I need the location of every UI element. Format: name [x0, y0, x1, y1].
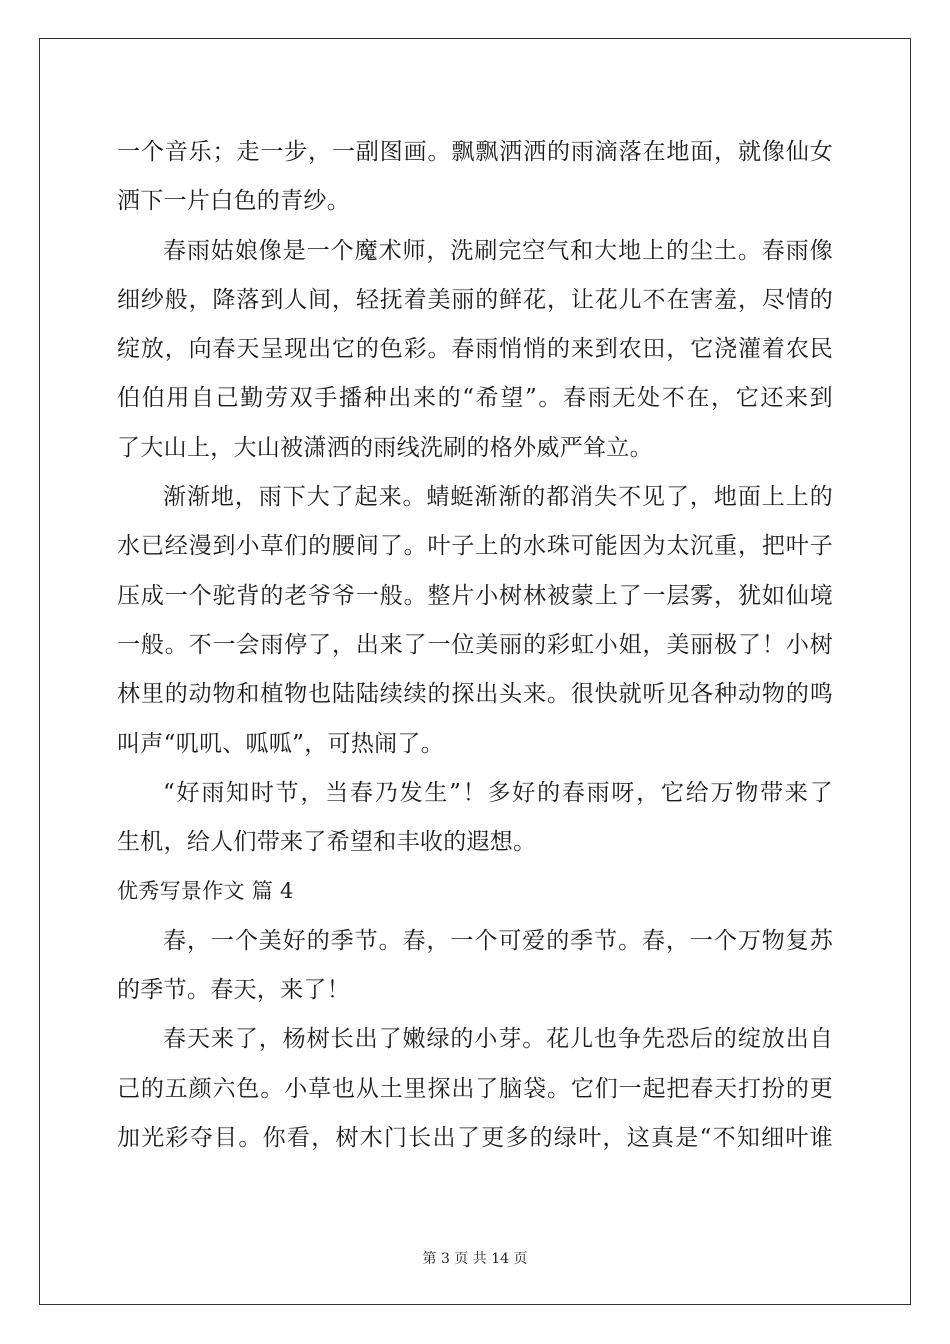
text-line: 生机，给人们带来了希望和丰收的遐想。: [117, 829, 537, 856]
text-line: 了大山上，大山被潇洒的雨线洗刷的格外威严耸立。: [117, 434, 653, 461]
paragraph-first-line: 春天来了，杨树长出了嫩绿的小芽。花儿也争先恐后的绽放出自: [163, 1026, 833, 1053]
text-line: 林里的动物和植物也陆陆续续的探出头来。很快就听见各种动物的鸣: [117, 681, 833, 708]
text-line: 叫声“叽叽、呱呱”，可热闹了。: [117, 730, 445, 757]
document-body: [117, 128, 833, 1163]
page-footer: 第 3 页 共 14 页: [422, 1251, 528, 1267]
text-line: 细纱般，降落到人间，轻抚着美丽的鲜花，让花儿不在害羞，尽情的: [117, 286, 833, 313]
text-line: 己的五颜六色。小草也从土里探出了脑袋。它们一起把春天打扮的更: [117, 1075, 833, 1102]
text-line: 压成一个驼背的老爷爷一般。整片小树林被蒙上了一层雾，犹如仙境: [117, 582, 833, 609]
text-line: 的季节。春天，来了！: [117, 977, 350, 1004]
text-line: 一般。不一会雨停了，出来了一位美丽的彩虹小姐，美丽极了！小树: [117, 631, 833, 658]
text-line: 一个音乐；走一步，一副图画。飘飘洒洒的雨滴落在地面，就像仙女: [117, 139, 833, 165]
text-line: 水已经漫到小草们的腰间了。叶子上的水珠可能因为太沉重，把叶子: [117, 533, 833, 560]
paragraph-first-line: 春，一个美好的季节。春，一个可爱的季节。春，一个万物复苏: [163, 927, 833, 954]
paragraph-first-line: “好雨知时节，当春乃发生”！多好的春雨呀，它给万物带来了: [163, 779, 833, 806]
text-line: 伯伯用自己勤劳双手播种出来的“希望”。春雨无处不在，它还来到: [117, 385, 833, 412]
text-line: 洒下一片白色的青纱。: [117, 188, 350, 215]
section-heading: 优秀写景作文 篇 4: [117, 879, 294, 904]
text-line: 加光彩夺目。你看，树木门长出了更多的绿叶，这真是“不知细叶谁: [117, 1124, 833, 1151]
text-line: 绽放，向春天呈现出它的色彩。春雨悄悄的来到农田，它浇灌着农民: [117, 336, 833, 363]
paragraph-first-line: 渐渐地，雨下大了起来。蜻蜓渐渐的都消失不见了，地面上上的: [163, 484, 833, 511]
paragraph-first-line: 春雨姑娘像是一个魔术师，洗刷完空气和大地上的尘土。春雨像: [163, 237, 833, 264]
